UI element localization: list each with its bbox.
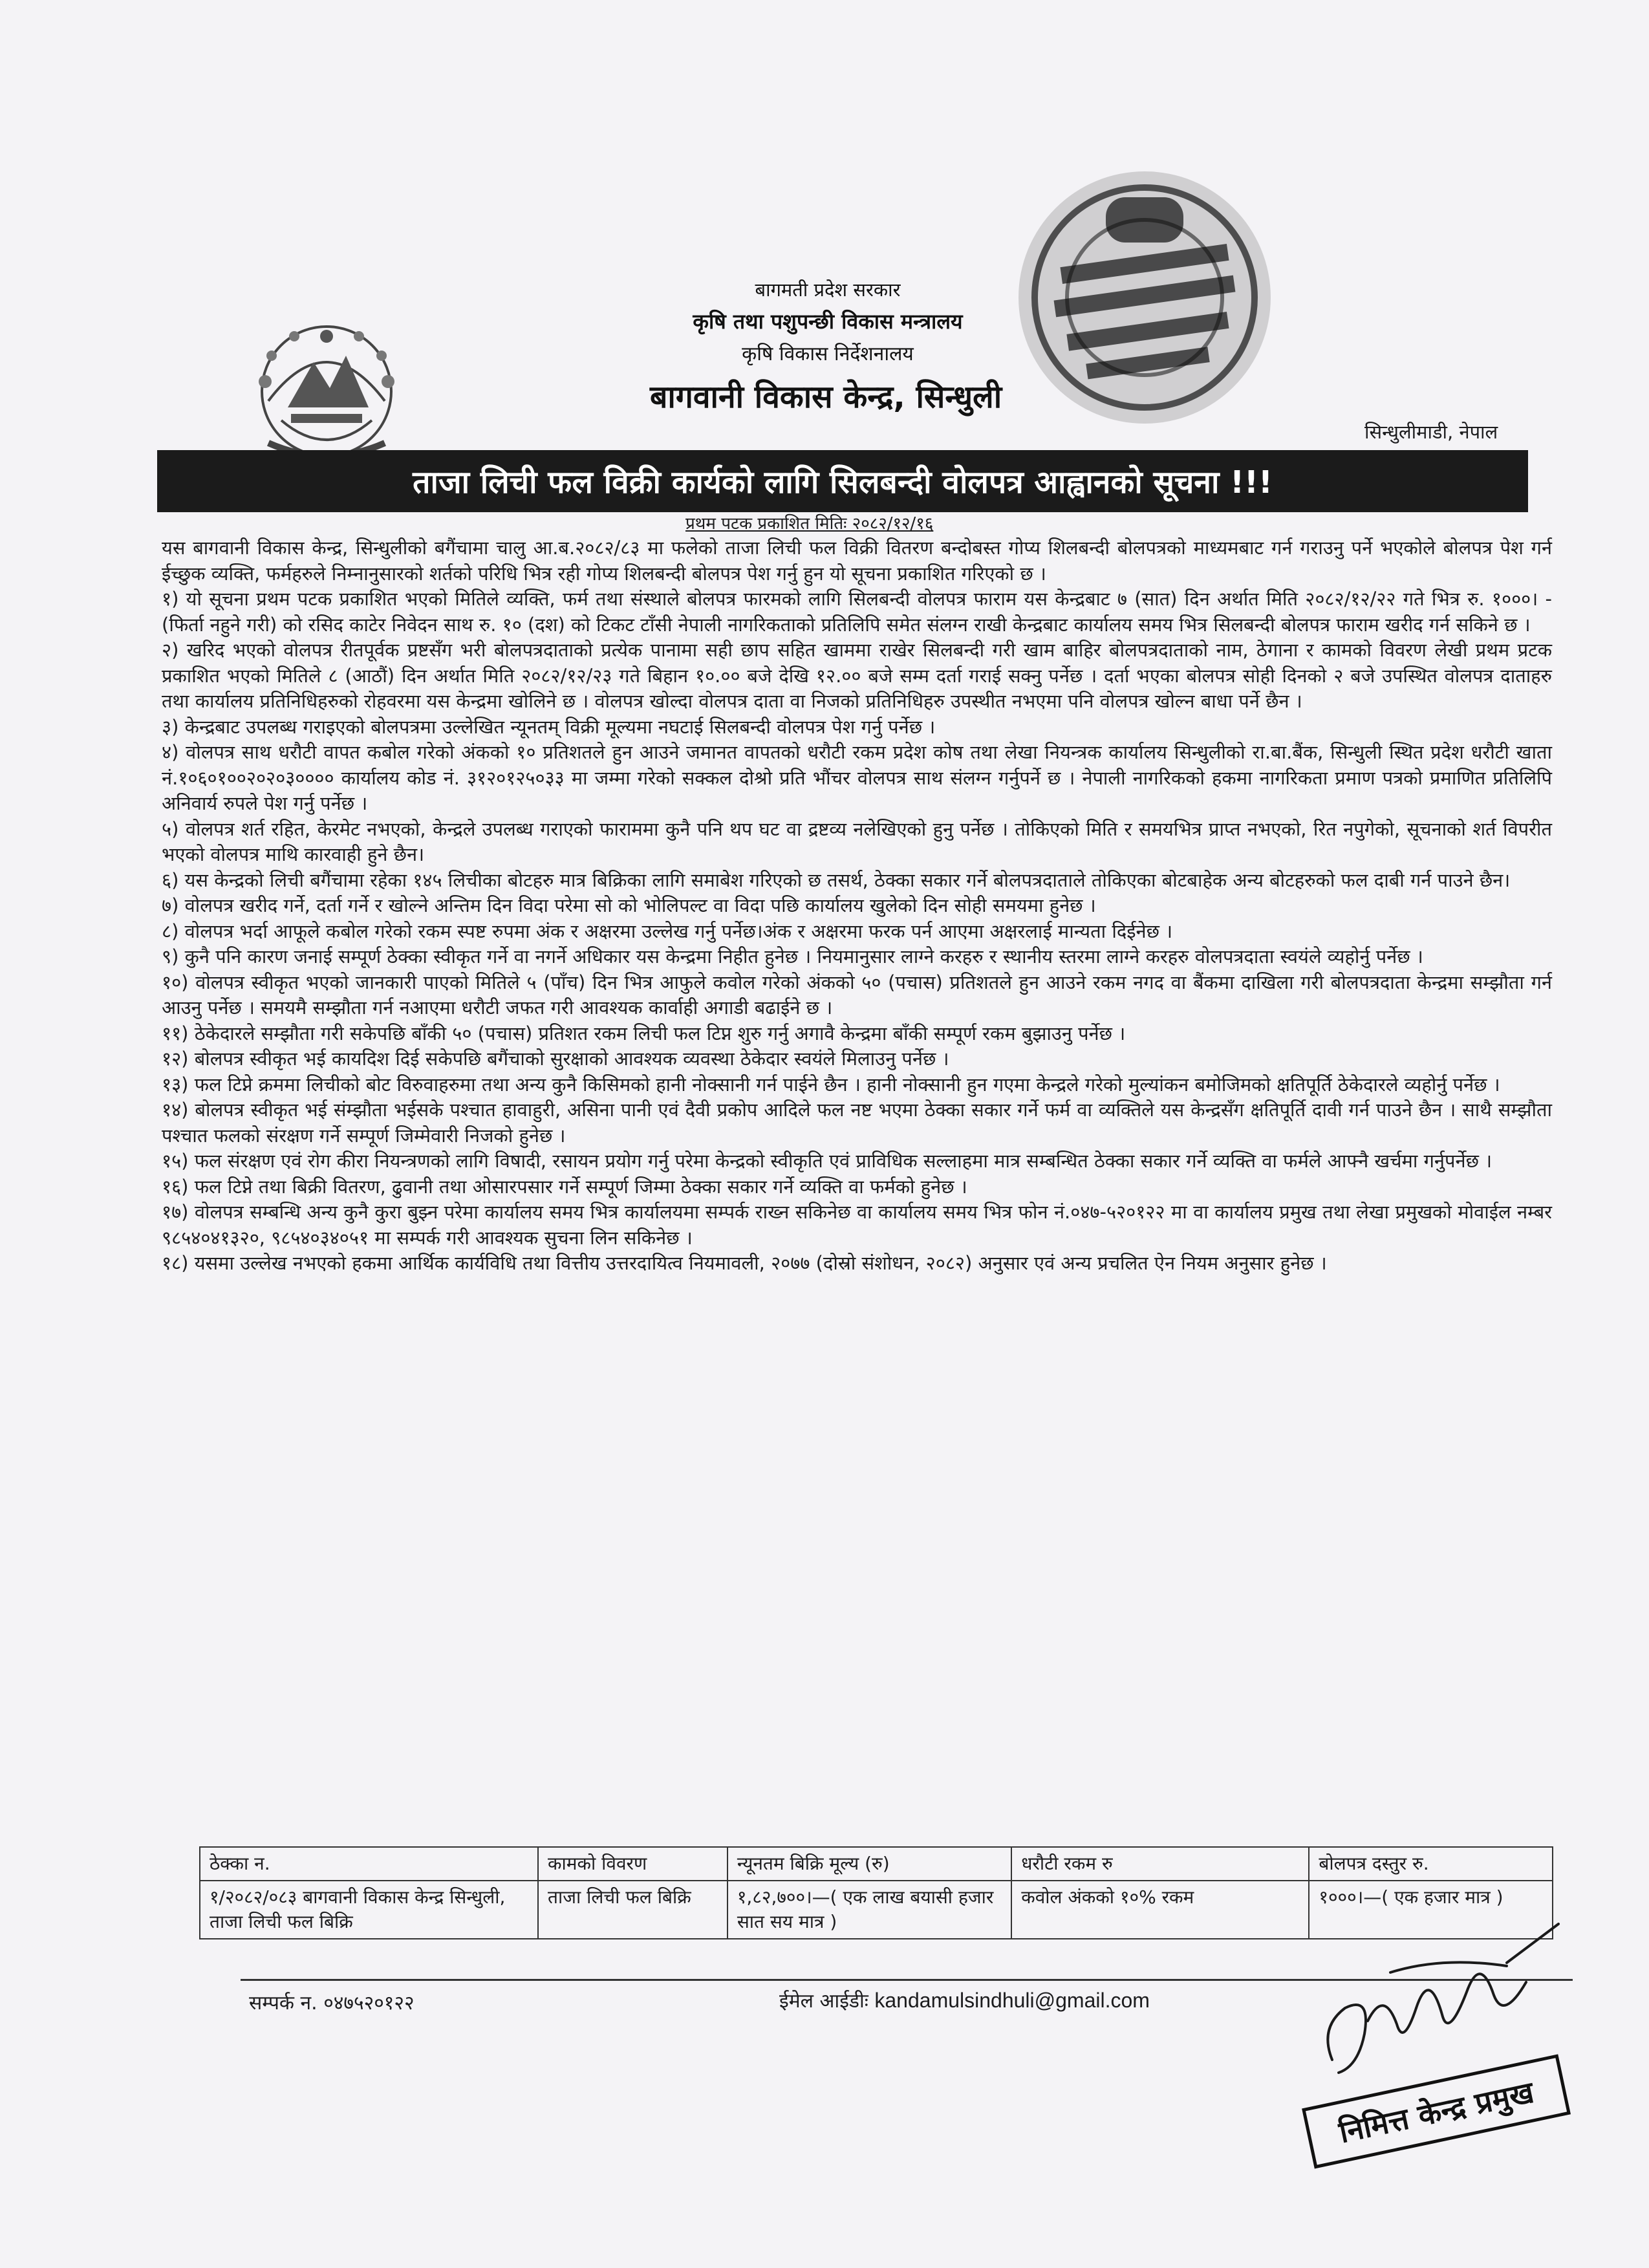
table-cell: १/२०८२/०८३ बागवानी विकास केन्द्र सिन्धुली, ताजा लिची फल बिक्रि	[200, 1881, 538, 1939]
table-cell: १,८२,७००।—( एक लाख बयासी हजार सात सय मात्र )	[727, 1881, 1011, 1939]
clause-7: ७) वोलपत्र खरीद गर्ने, दर्ता गर्ने र खोल्ने अन्तिम दिन विदा परेमा सो को भोलिपल्ट वा विदा पछि कार्यालय खुलेको दिन सोही समयमा हुनेछ ।	[162, 894, 1096, 916]
table-header: धरौटी रकम रु	[1011, 1847, 1309, 1881]
clause-10: १०) वोलपत्र स्वीकृत भएको जानकारी पाएको मितिले ५ (पाँच) दिन भित्र आफुले कवोल गरेको अंकको ५० (पचास) प्रतिशतले हुन आउने रकम नगद वा बैंकमा दाखिला गरी बोलपत्रदाता केन्द्रमा सम्झौता गर्न आउनु पर्नेछ । समयमै सम्झौता गर्न नआएमा धरौटी जफत गरी आवश्यक कार्वाही अगाडी बढाईने छ ।	[162, 971, 1552, 1019]
ministry-name: कृषि तथा पशुपन्छी विकास मन्त्रालय	[693, 309, 963, 334]
notice-body	[162, 535, 1552, 1277]
table-header-row	[200, 1847, 1553, 1881]
clause-16: १६) फल टिप्ने तथा बिक्री वितरण, ढुवानी तथा ओसारपसार गर्ने सम्पूर्ण जिम्मा ठेक्का सकार गर्ने व्यक्ति वा फर्मको हुनेछ ।	[162, 1175, 967, 1198]
notice-intro: यस बागवानी विकास केन्द्र, सिन्धुलीको बगैंचामा चालु आ.ब.२०८२/८३ मा फलेको ताजा लिची फल विक्री वितरण बन्दोबस्त गोप्य शिलबन्दी बोलपत्रको माध्यमबाट गर्न गराउनु पर्ने भएकोले बोलपत्र पेश गर्न ईच्छुक व्यक्ति, फर्महरुले निम्नानुसारको शर्तको परिधि भित्र रही गोप्य शिलबन्दी बोलपत्र पेश गर्नु हुन यो सूचना प्रकाशित गरिएको छ ।	[162, 537, 1552, 585]
clause-8: ८) वोलपत्र भर्दा आफूले कबोल गरेको रकम स्पष्ट रुपमा अंक र अक्षरमा उल्लेख गर्नु पर्नेछ।अंक र अक्षरमा फरक पर्न आएमा अक्षरलाई मान्यता दिईनेछ ।	[162, 920, 1173, 942]
designation-stamp-icon	[1293, 2044, 1578, 2173]
clause-15: १५) फल संरक्षण एवं रोग कीरा नियन्त्रणको लागि विषादी, रसायन प्रयोग गर्नु परेमा केन्द्रको स्वीकृति एवं प्राविधिक सल्लाहमा मात्र सम्बन्धित ठेक्का सकार गर्ने व्यक्ति वा फर्मले आफ्नै खर्चमा गर्नुपर्नेछ ।	[162, 1150, 1493, 1172]
clause-11: ११) ठेकेदारले सम्झौता गरी सकेपछि बाँकी ५० (पचास) प्रतिशत रकम लिची फल टिप्न शुरु गर्नु अगावै केन्द्रमा बाँकी सम्पूर्ण रकम बुझाउनु पर्नेछ ।	[162, 1022, 1126, 1044]
clause-13: १३) फल टिप्ने क्रममा लिचीको बोट विरुवाहरुमा तथा अन्य कुनै किसिमको हानी नोक्सानी गर्न पाईने छैन । हानी नोक्सानी हुन गएमा केन्द्रले गरेको मुल्यांकन बमोजिमको क्षतिपूर्ति ठेकेदारले व्यहोर्नु पर्नेछ ।	[162, 1073, 1500, 1096]
clause-2: २) खरिद भएको वोलपत्र रीतपूर्वक प्रष्टसँग भरी बोलपत्रदाताको प्रत्येक पानामा सही छाप सहित खाममा राखेर सिलबन्दी गरी खाम बाहिर बोलपत्रदाताको नाम, ठेगाना र कामको विवरण लेखी प्रथम प्रटक प्रकाशित भएको मितिले ८ (आठौं) दिन अर्थात मिति २०८२/१२/२३ गते बिहान १०.०० बजे देखि १२.०० बजे सम्म दर्ता गराई सक्नु पर्नेछ । दर्ता भएका बोलपत्र सोही दिनको २ बजे उपस्थित वोलपत्र दाताहरु तथा कार्यालय प्रतिनिधिहरुको रोहवरमा यस केन्द्रमा खोलिने छ । वोलपत्र खोल्दा वोलपत्र दाता वा निजको प्रतिनिधिहरु उपस्थीत नभएमा पनि वोलपत्र खोल्न बाधा पर्ने छैन ।	[162, 639, 1552, 712]
published-date: प्रथम पटक प्रकाशित मितिः २०८२/१२/१६	[685, 514, 934, 534]
clause-12: १२) बोलपत्र स्वीकृत भई कायदिश दिई सकेपछि बगैंचाको सुरक्षाको आवश्यक व्यवस्था ठेकेदार स्वयंले मिलाउनु पर्नेछ ।	[162, 1048, 949, 1070]
clause-17: १७) वोलपत्र सम्बन्धि अन्य कुनै कुरा बुझ्न परेमा कार्यालय समय भित्र कार्यालयमा सम्पर्क राख्न सकिनेछ वा कार्यालय समय भित्र फोन नं.०४७-५२०१२२ मा वा कार्यालय प्रमुख तथा लेखा प्रमुखको मोवाईल नम्बर ९८५४०४१३२०, ९८५४०३४०५१ मा सम्पर्क गरी आवश्यक सुचना लिन सकिनेछ ।	[162, 1201, 1552, 1249]
table-cell: ताजा लिची फल बिक्रि	[538, 1881, 727, 1939]
office-location: सिन्धुलीमाडी, नेपाल	[1364, 421, 1498, 443]
clause-6: ६) यस केन्द्रको लिची बगैंचामा रहेका १४५ लिचीका बोटहरु मात्र बिक्रिका लागि समाबेश गरिएको छ तसर्थ, ठेक्का सकार गर्ने बोलपत्रदाताले तोकिएका बोटबाहेक अन्य बोटहरुको फल दाबी गर्न पाउने छैन।	[162, 869, 1511, 891]
table-cell: कवोल अंकको १०% रकम	[1011, 1881, 1309, 1939]
email-address[interactable]: kandamulsindhuli@gmail.com	[874, 1989, 1150, 2012]
clause-4: ४) वोलपत्र साथ धरौटी वापत कबोल गरेको अंकको १० प्रतिशतले हुन आउने जमानत वापतको धरौटी रकम प्रदेश कोष तथा लेखा नियन्त्रक कार्यालय सिन्धुलीको रा.बा.बैंक, सिन्धुली स्थित प्रदेश धरौटी खाता नं.१०६०१००२०२०३०००० कार्यालय कोड नं. ३१२०१२५०३३ मा जम्मा गरेको सक्कल दोश्रो प्रति भौंचर वोलपत्र साथ संलग्न गर्नुपर्ने छ । नेपाली नागरिकको हकमा नागरिकता प्रमाण पत्रको प्रमाणित प्रतिलिपि अनिवार्य रुपले पेश गर्नु पर्नेछ ।	[162, 741, 1552, 814]
table-header: कामको विवरण	[538, 1847, 727, 1881]
clause-3: ३) केन्द्रबाट उपलब्ध गराइएको बोलपत्रमा उल्लेखित न्यूनतम् विक्री मूल्यमा नघटाई सिलबन्दी वोलपत्र पेश गर्नु पर्नेछ ।	[162, 715, 936, 738]
government-name: बागमती प्रदेश सरकार	[755, 279, 901, 301]
footer-contact: सम्पर्क न. ०४७५२०१२२	[249, 1992, 415, 2014]
clause-18: १८) यसमा उल्लेख नभएको हकमा आर्थिक कार्यविधि तथा वित्तीय उत्तरदायित्व नियमावली, २०७७ (दोस्रो संशोधन, २०८२) अनुसार एवं अन्य प्रचलित ऐन नियम अनुसार हुनेछ ।	[162, 1252, 1327, 1274]
table-header: बोलपत्र दस्तुर रु.	[1309, 1847, 1553, 1881]
notice-title: ताजा लिची फल विक्री कार्यको लागि सिलबन्दी वोलपत्र आह्वानको सूचना !!!	[413, 464, 1273, 501]
table-header: न्यूनतम बिक्रि मूल्य (रु)	[727, 1847, 1011, 1881]
footer-email	[779, 1987, 1150, 2013]
notice-title-banner	[157, 450, 1528, 512]
nepal-emblem-icon	[242, 310, 411, 472]
designation-stamp-text: निमित्त केन्द्र प्रमुख	[1335, 2074, 1537, 2150]
clause-9: ९) कुनै पनि कारण जनाई सम्पूर्ण ठेक्का स्वीकृत गर्ने वा नगर्ने अधिकार यस केन्द्रमा निहीत हुनेछ । नियमानुसार लाग्ने करहरु र स्थानीय स्तरमा लाग्ने करहरु वोलपत्रदाता स्वयंले व्यहोर्नु पर्नेछ ।	[162, 945, 1423, 967]
clause-14: १४) बोलपत्र स्वीकृत भई संम्झौता भईसके पश्चात हावाहुरी, असिना पानी एवं दैवी प्रकोप आदिले फल नष्ट भएमा ठेक्का सकार गर्ने फर्म वा व्यक्तिले यस केन्द्रसँग क्षतिपूर्ति दावी गर्न पाउने छैन । साथै सम्झौता पश्चात फलको संरक्षण गर्ने सम्पूर्ण जिम्मेवारी निजको हुनेछ ।	[162, 1099, 1552, 1147]
directorate-name: कृषि विकास निर्देशनालय	[742, 343, 914, 365]
table-header: ठेक्का न.	[200, 1847, 538, 1881]
table-cell: १०००।—( एक हजार मात्र )	[1309, 1881, 1553, 1939]
office-name: बागवानी विकास केन्द्र, सिन्धुली	[650, 379, 1002, 415]
clause-5: ५) वोलपत्र शर्त रहित, केरमेट नभएको, केन्द्रले उपलब्ध गराएको फाराममा कुनै पनि थप घट वा द्रष्टव्य नलेखिएको हुनु पर्नेछ । तोकिएको मिति र समयभित्र प्राप्त नभएको, रित नपुगेको, सूचनाको शर्त विपरीत भएको वोलपत्र माथि कारवाही हुने छैन।	[162, 817, 1552, 865]
office-seal-stamp-icon	[1009, 158, 1280, 430]
email-label: ईमेल आईडीः	[779, 1990, 868, 2013]
clause-1: १) यो सूचना प्रथम पटक प्रकाशित भएको मितिले व्यक्ति, फर्म तथा संस्थाले बोलपत्र फारमको लागि सिलबन्दी वोलपत्र फाराम यस केन्द्रबाट ७ (सात) दिन अर्थात मिति २०८२/१२/२२ गते भित्र रु. १०००। -(फिर्ता नहुने गरी) को रसिद काटेर निवेदन साथ रु. १० (दश) को टिकट टाँसी नेपाली नागरिकताको प्रतिलिपि समेत संलग्न राखी केन्द्रबाट कार्यालय समय भित्र सिलबन्दी बोलपत्र फाराम खरीद गर्न सकिने छ ।	[162, 588, 1552, 636]
